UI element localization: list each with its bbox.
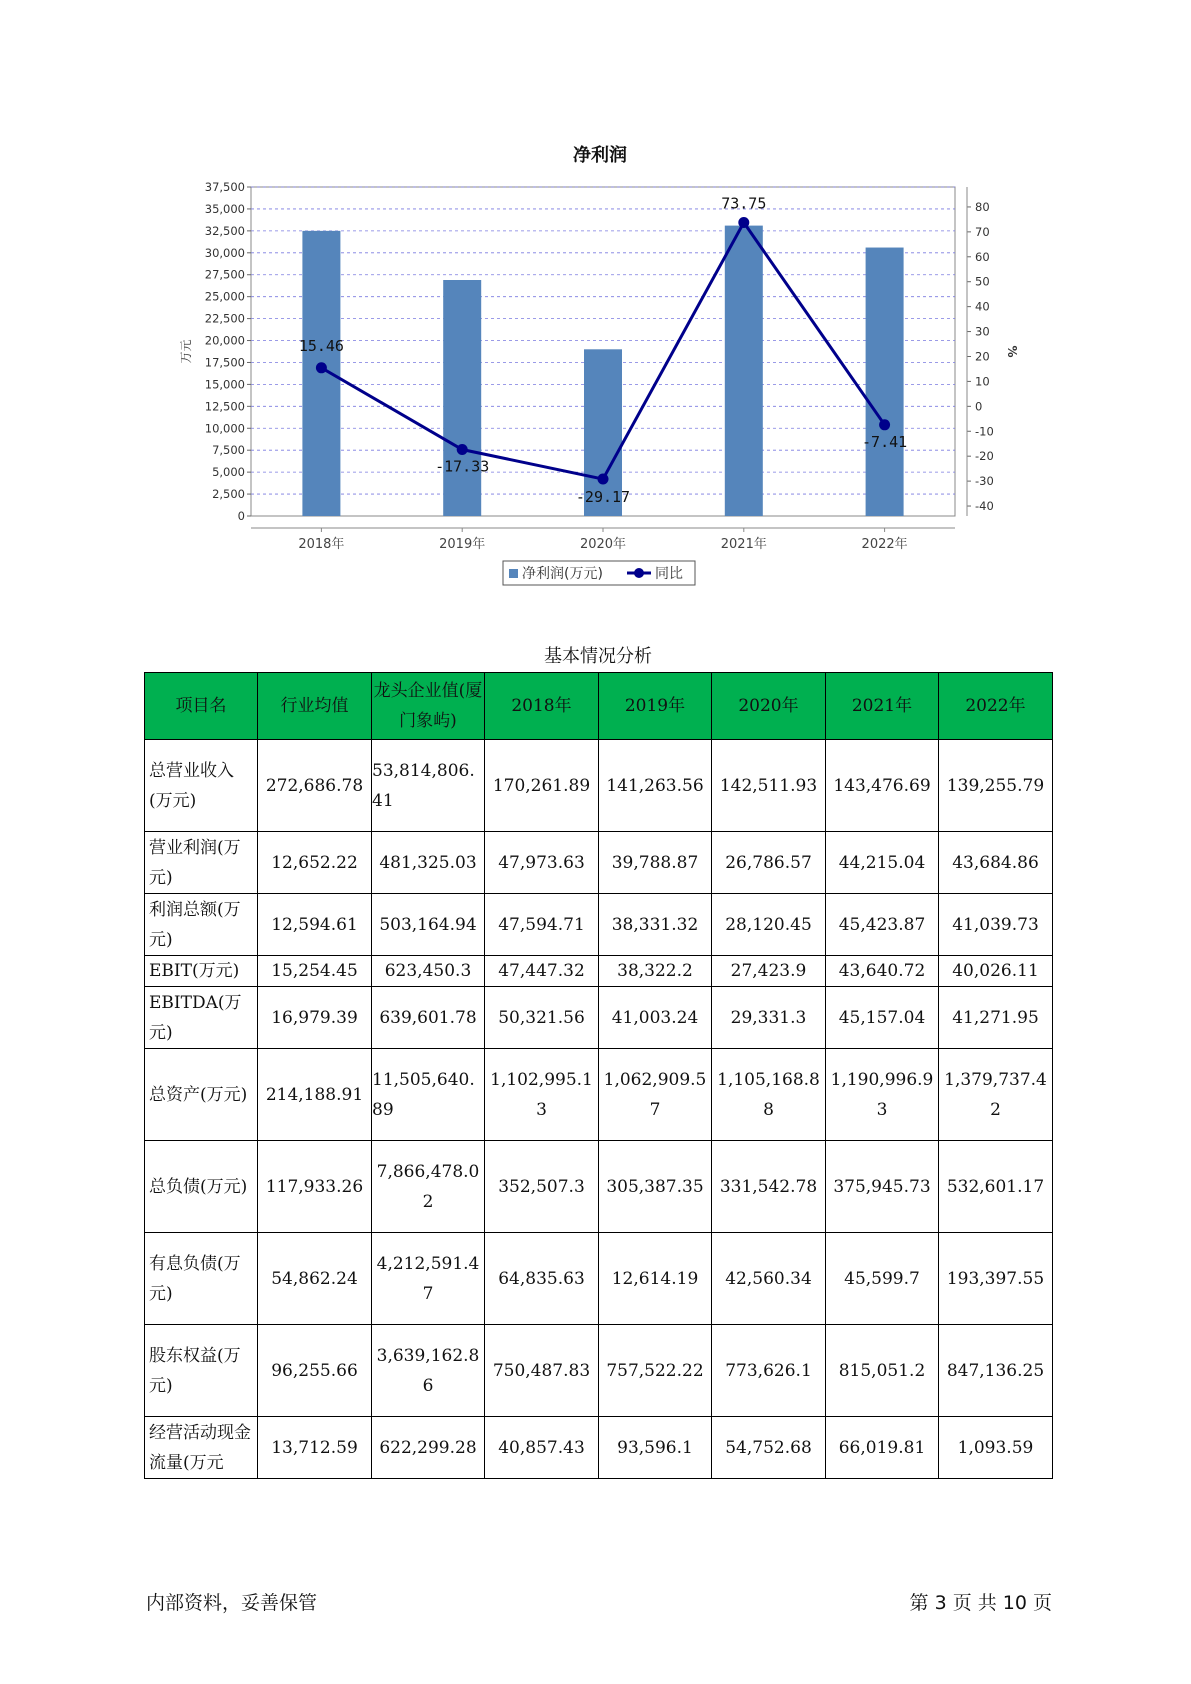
table-cell: 42,560.34 (712, 1233, 826, 1325)
table-cell: 11,505,640.89 (372, 1049, 485, 1141)
table-header-row (145, 673, 1053, 740)
table-cell: 193,397.55 (939, 1233, 1053, 1325)
table-cell: 375,945.73 (826, 1141, 939, 1233)
y-tick-label: 0 (237, 509, 245, 523)
table-caption: 基本情况分析 (544, 646, 652, 667)
table-cell: 28,120.45 (712, 894, 826, 956)
table-cell: 53,814,806.41 (372, 740, 485, 832)
table-cell: 1,190,996.93 (826, 1049, 939, 1141)
table-row (145, 1417, 1053, 1479)
net-profit-chart (0, 0, 1191, 620)
y2-tick-label: 50 (975, 274, 990, 289)
row-label: 股东权益(万元) (145, 1325, 258, 1417)
table-cell: 41,003.24 (599, 987, 712, 1049)
table-cell: 7,866,478.02 (372, 1141, 485, 1233)
row-label: 有息负债(万元) (145, 1233, 258, 1325)
yoy-point (598, 474, 609, 485)
y-tick-label: 32,500 (204, 223, 245, 238)
table-cell: 141,263.56 (599, 740, 712, 832)
legend-line-label: 同比 (655, 566, 683, 582)
y-tick-label: 37,500 (204, 180, 245, 194)
x-tick-label: 2018年 (298, 537, 345, 552)
yoy-data-label: -7.41 (862, 432, 908, 451)
y-tick-label: 12,500 (204, 399, 245, 414)
yoy-point (738, 217, 749, 228)
y2-tick-label: 40 (975, 299, 990, 314)
chart-title: 净利润 (573, 145, 627, 166)
table-cell: 815,051.2 (826, 1325, 939, 1417)
y-tick-label: 7,500 (212, 443, 245, 458)
footer-confidential-note: 内部资料，妥善保管 (146, 1592, 318, 1614)
y2-tick-label: 10 (975, 374, 990, 389)
table-cell: 45,423.87 (826, 894, 939, 956)
y2-tick-label: -40 (975, 499, 994, 514)
yoy-data-label: -17.33 (435, 457, 490, 476)
table-row (145, 956, 1053, 987)
table-header-cell: 龙头企业值(厦门象屿) (372, 673, 485, 740)
table-cell: 3,639,162.86 (372, 1325, 485, 1417)
y2-tick-label: 30 (975, 324, 990, 339)
table-cell: 272,686.78 (258, 740, 372, 832)
bar (725, 226, 763, 516)
bar (302, 231, 340, 516)
table-header-cell: 2022年 (939, 673, 1053, 740)
legend-bar-swatch (509, 569, 518, 578)
x-tick-label: 2022年 (861, 537, 908, 552)
table-cell: 47,594.71 (485, 894, 599, 956)
y2-axis-label: % (1005, 345, 1019, 358)
footer-page-number: 第 3 页 共 10 页 (909, 1592, 1052, 1614)
table-cell: 16,979.39 (258, 987, 372, 1049)
row-label: 经营活动现金流量(万元 (145, 1417, 258, 1479)
table-cell: 41,039.73 (939, 894, 1053, 956)
y-tick-label: 20,000 (204, 333, 245, 348)
table-cell: 1,062,909.57 (599, 1049, 712, 1141)
table-cell: 170,261.89 (485, 740, 599, 832)
basic-analysis-table (144, 672, 1053, 1479)
table-cell: 64,835.63 (485, 1233, 599, 1325)
table-cell: 331,542.78 (712, 1141, 826, 1233)
table-cell: 38,322.2 (599, 956, 712, 987)
table-row (145, 987, 1053, 1049)
table-cell: 45,599.7 (826, 1233, 939, 1325)
table-row (145, 1141, 1053, 1233)
table-row (145, 740, 1053, 832)
y2-tick-label: 80 (975, 199, 990, 214)
table-cell: 15,254.45 (258, 956, 372, 987)
table-row (145, 1049, 1053, 1141)
y2-tick-label: 0 (975, 399, 983, 414)
table-cell: 41,271.95 (939, 987, 1053, 1049)
table-cell: 1,379,737.42 (939, 1049, 1053, 1141)
table-row (145, 1233, 1053, 1325)
table-cell: 47,973.63 (485, 832, 599, 894)
y-tick-label: 17,500 (204, 355, 245, 370)
table-cell: 139,255.79 (939, 740, 1053, 832)
row-label: EBIT(万元) (145, 956, 258, 987)
y-tick-label: 15,000 (204, 377, 245, 392)
table-cell: 532,601.17 (939, 1141, 1053, 1233)
table-cell: 214,188.91 (258, 1049, 372, 1141)
table-cell: 623,450.3 (372, 956, 485, 987)
table-header-cell: 2019年 (599, 673, 712, 740)
x-tick-label: 2021年 (720, 537, 767, 552)
yoy-point (879, 419, 890, 430)
table-cell: 44,215.04 (826, 832, 939, 894)
table-row (145, 894, 1053, 956)
table-cell: 96,255.66 (258, 1325, 372, 1417)
legend-bar-label: 净利润(万元) (522, 566, 603, 582)
table-cell: 43,684.86 (939, 832, 1053, 894)
legend-line-marker (634, 568, 644, 578)
y-tick-label: 27,500 (204, 267, 245, 282)
yoy-point (316, 362, 327, 373)
table-cell: 27,423.9 (712, 956, 826, 987)
yoy-data-label: -29.17 (575, 488, 631, 507)
table-cell: 38,331.32 (599, 894, 712, 956)
y-tick-label: 35,000 (204, 201, 245, 216)
y2-tick-label: -20 (975, 449, 994, 464)
y-tick-label: 5,000 (212, 465, 245, 480)
table-cell: 757,522.22 (599, 1325, 712, 1417)
bar (443, 280, 481, 516)
table-cell: 639,601.78 (372, 987, 485, 1049)
y2-tick-label: 20 (975, 349, 990, 364)
y2-tick-label: 70 (975, 224, 990, 239)
table-cell: 352,507.3 (485, 1141, 599, 1233)
table-cell: 43,640.72 (826, 956, 939, 987)
y2-tick-label: -10 (975, 424, 994, 439)
table-cell: 26,786.57 (712, 832, 826, 894)
row-label: EBITDA(万元) (145, 987, 258, 1049)
x-tick-label: 2019年 (439, 537, 486, 552)
y-tick-label: 25,000 (204, 289, 245, 304)
y-tick-label: 2,500 (212, 487, 245, 502)
bar (866, 248, 904, 516)
table-cell: 1,105,168.88 (712, 1049, 826, 1141)
table-cell: 1,102,995.13 (485, 1049, 599, 1141)
y2-tick-label: -30 (975, 474, 994, 489)
table-row (145, 1325, 1053, 1417)
table-cell: 40,026.11 (939, 956, 1053, 987)
table-cell: 12,594.61 (258, 894, 372, 956)
table-header-cell: 2020年 (712, 673, 826, 740)
table-cell: 39,788.87 (599, 832, 712, 894)
table-cell: 54,752.68 (712, 1417, 826, 1479)
table-cell: 622,299.28 (372, 1417, 485, 1479)
row-label: 营业利润(万元) (145, 832, 258, 894)
table-cell: 29,331.3 (712, 987, 826, 1049)
table-cell: 117,933.26 (258, 1141, 372, 1233)
row-label: 总资产(万元) (145, 1049, 258, 1141)
y-axis-label: 万元 (179, 339, 193, 364)
table-header-cell: 2018年 (485, 673, 599, 740)
table-cell: 12,614.19 (599, 1233, 712, 1325)
row-label: 利润总额(万元) (145, 894, 258, 956)
table-cell: 4,212,591.47 (372, 1233, 485, 1325)
chart-svg (0, 0, 1191, 620)
table-cell: 847,136.25 (939, 1325, 1053, 1417)
y-tick-label: 10,000 (204, 421, 245, 436)
yoy-data-label: 73.75 (721, 194, 767, 213)
x-tick-label: 2020年 (579, 537, 627, 552)
table-cell: 50,321.56 (485, 987, 599, 1049)
y2-tick-label: 60 (975, 249, 990, 264)
table-cell: 12,652.22 (258, 832, 372, 894)
yoy-point (457, 444, 468, 455)
table-cell: 750,487.83 (485, 1325, 599, 1417)
table-cell: 47,447.32 (485, 956, 599, 987)
table-cell: 773,626.1 (712, 1325, 826, 1417)
table-cell: 66,019.81 (826, 1417, 939, 1479)
table-cell: 54,862.24 (258, 1233, 372, 1325)
yoy-data-label: 15.46 (298, 336, 344, 355)
table-cell: 93,596.1 (599, 1417, 712, 1479)
y-tick-label: 22,500 (204, 311, 245, 326)
table-cell: 305,387.35 (599, 1141, 712, 1233)
table-header-cell: 2021年 (826, 673, 939, 740)
table-row (145, 832, 1053, 894)
table-header-cell: 行业均值 (258, 673, 372, 740)
table-cell: 481,325.03 (372, 832, 485, 894)
y-tick-label: 30,000 (204, 245, 245, 260)
row-label: 总营业收入(万元) (145, 740, 258, 832)
table-header-cell: 项目名 (145, 673, 258, 740)
table-cell: 40,857.43 (485, 1417, 599, 1479)
table-cell: 13,712.59 (258, 1417, 372, 1479)
row-label: 总负债(万元) (145, 1141, 258, 1233)
table-cell: 45,157.04 (826, 987, 939, 1049)
table-cell: 503,164.94 (372, 894, 485, 956)
table-cell: 1,093.59 (939, 1417, 1053, 1479)
table-cell: 143,476.69 (826, 740, 939, 832)
table-cell: 142,511.93 (712, 740, 826, 832)
